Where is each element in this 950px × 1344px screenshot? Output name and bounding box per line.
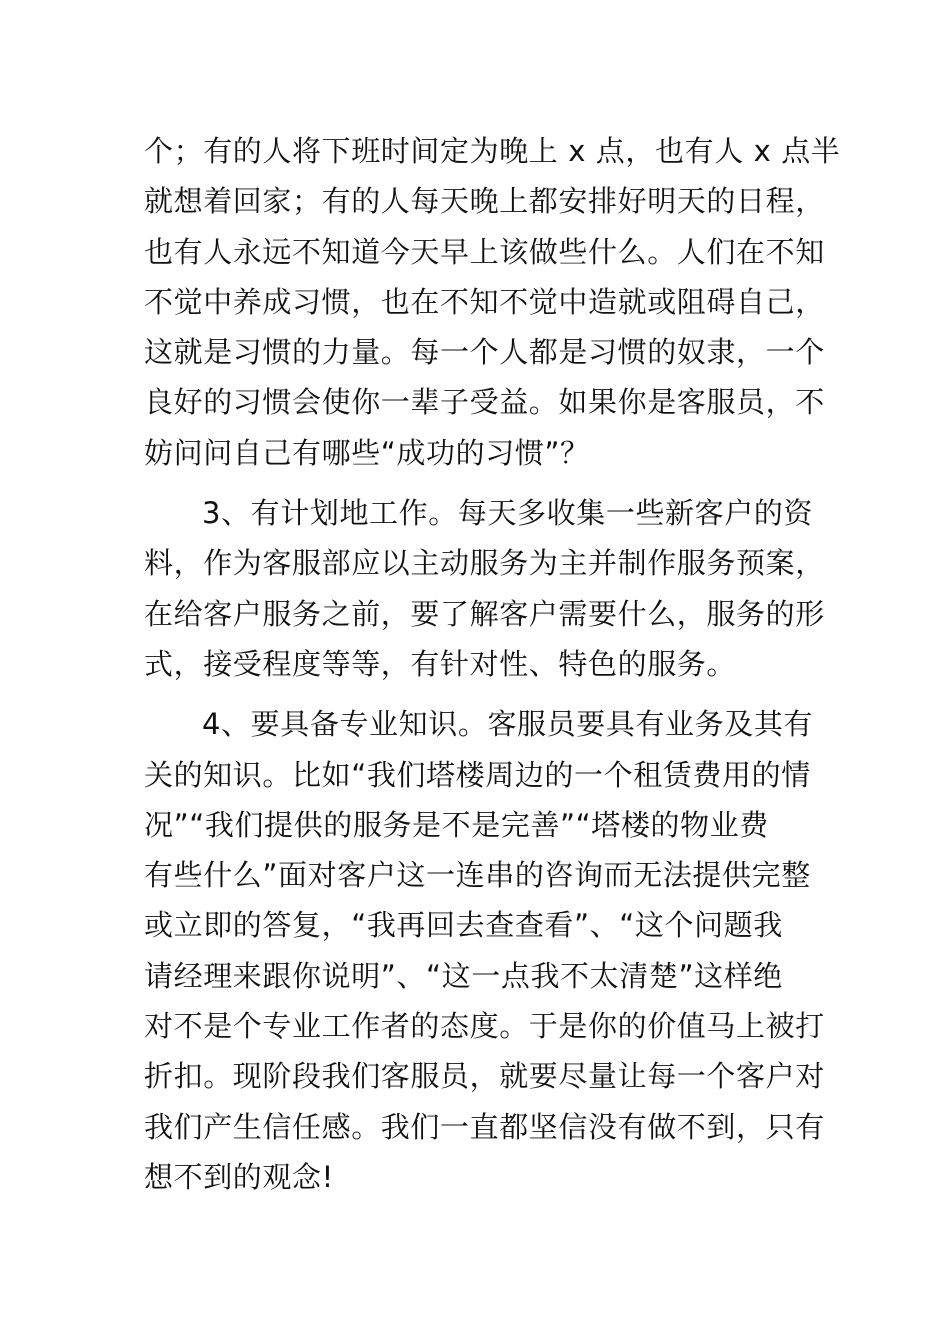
paragraph-gap [144, 689, 808, 699]
paragraph-3 [144, 488, 825, 689]
text-line: 况”“我们提供的服务是不是完善”“塔楼的物业费 [144, 807, 769, 842]
text-line: 3、有计划地工作。每天多收集一些新客户的资 [202, 496, 814, 531]
text-line: 对不是个专业工作者的态度。于是你的价值马上被打 [144, 1009, 825, 1044]
text-line: 请经理来跟你说明”、“这一点我不太清楚”这样绝 [144, 958, 783, 993]
text-line: 在给客户服务之前，要了解客户需要什么，服务的形 [144, 596, 825, 631]
text-line: 想不到的观念! [144, 1159, 334, 1194]
text-line: 不觉中养成习惯，也在不知不觉中造就或阻碍自己， [144, 284, 825, 319]
text-line: 就想着回家；有的人每天晚上都安排好明天的日程， [144, 184, 825, 219]
paragraph-4 [144, 699, 825, 1202]
paragraph-gap [144, 478, 808, 488]
text-line: 也有人永远不知道今天早上该做些什么。人们在不知 [144, 234, 825, 269]
text-line: 妨问问自己有哪些“成功的习惯”？ [144, 435, 590, 470]
document-body [144, 126, 841, 1202]
text-line: 或立即的答复，“我再回去查查看”、“这个问题我 [144, 908, 783, 943]
text-line: 我们产生信任感。我们一直都坚信没有做不到，只有 [144, 1109, 825, 1144]
text-line: 关的知识。比如“我们塔楼周边的一个租赁费用的情 [144, 757, 811, 792]
text-line: 这就是习惯的力量。每一个人都是习惯的奴隶，一个 [144, 335, 825, 370]
text-line: 折扣。现阶段我们客服员，就要尽量让每一个客户对 [144, 1059, 825, 1094]
text-line: 料，作为客服部应以主动服务为主并制作服务预案， [144, 546, 825, 581]
text-line: 4、要具备专业知识。客服员要具有业务及其有 [202, 707, 814, 742]
text-line: 个；有的人将下班时间定为晚上 x 点，也有人 x 点半 [144, 134, 841, 168]
text-line: 式，接受程度等等，有针对性、特色的服务。 [144, 646, 737, 681]
text-line: 有些什么”面对客户这一连串的咨询而无法提供完整 [144, 858, 811, 893]
paragraph-continued [144, 126, 841, 478]
text-line: 良好的习惯会使你一辈子受益。如果你是客服员，不 [144, 385, 825, 420]
